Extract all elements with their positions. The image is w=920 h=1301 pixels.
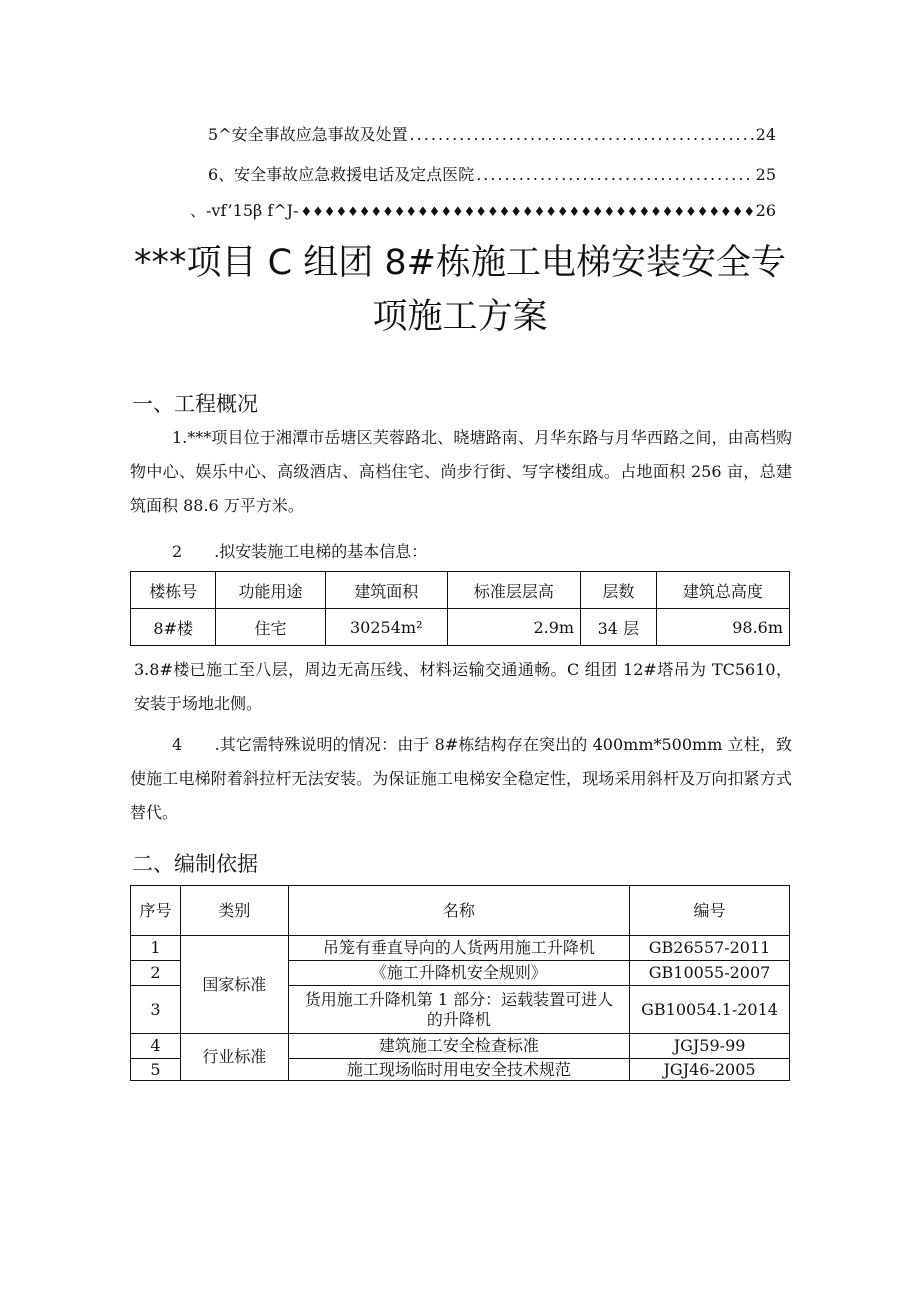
table-header-row: [131, 572, 790, 609]
table-cell: 2: [131, 961, 181, 986]
toc-entry-page: 26: [755, 201, 776, 220]
elevator-info-table: [130, 571, 790, 646]
toc-entry-label: 6、安全事故应急救援电话及定点医院: [208, 165, 475, 184]
table-row: [131, 1034, 790, 1059]
table-cell: GB10054.1-2014: [630, 986, 790, 1034]
toc-entry-label: 5^安全事故应急事故及处置: [208, 125, 408, 144]
table-cell: 《施工升降机安全规则》: [288, 961, 629, 986]
table-cell: 8#楼: [131, 609, 216, 646]
table-cell: 住宅: [216, 609, 325, 646]
table-cell: 3: [131, 986, 181, 1034]
table-header-cell: 功能用途: [216, 572, 325, 609]
table-header-cell: 建筑总高度: [656, 572, 789, 609]
table-row: [131, 936, 790, 961]
table-cell: 2.9m: [447, 609, 580, 646]
toc-entry[interactable]: [190, 198, 776, 221]
toc-entry[interactable]: [208, 122, 776, 145]
table-cell-category: 国家标准: [180, 936, 288, 1034]
table-header-cell: 建筑面积: [325, 572, 447, 609]
paragraph-site-conditions: 3.8#楼已施工至八层，周边无高压线、材料运输交通通畅。C 组团 12#塔吊为 TC5610，安装于场地北侧。: [134, 660, 792, 713]
paragraph-special-notes: 4 .其它需特殊说明的情况：由于 8#栋结构存在突出的 400mm*500mm 立柱，致使施工电梯附着斜拉杆无法安装。为保证施工电梯安全稳定性，现场采用斜杆及万向扣紧方式替代。: [130, 735, 792, 822]
table-cell: JGJ46-2005: [630, 1059, 790, 1081]
table-header-cell: 类别: [180, 886, 288, 936]
toc-leader-dots: [476, 165, 753, 184]
section-heading-overview: 一、工程概况: [132, 392, 258, 416]
table-cell: 4: [131, 1034, 181, 1059]
paragraph-elevator-info-intro: 2 .拟安装施工电梯的基本信息：: [172, 542, 428, 561]
paragraph-project-location: 1.***项目位于湘潭市岳塘区芙蓉路北、晓塘路南、月华东路与月华西路之间，由高档购物中心、娱乐中心、高级酒店、高档住宅、尚步行街、写字楼组成。占地面积 256 亩，总建筑面积 88.6 万平方米。: [130, 428, 792, 515]
section-heading-basis: 二、编制依据: [132, 852, 258, 876]
toc-entry[interactable]: [208, 162, 776, 185]
document-title: [120, 236, 800, 344]
document-title-line2: 项施工方案: [372, 297, 548, 337]
table-cell: JGJ59-99: [630, 1034, 790, 1059]
table-header-cell: 编号: [630, 886, 790, 936]
table-header-cell: 序号: [131, 886, 181, 936]
table-cell-category: 行业标准: [180, 1034, 288, 1081]
table-header-cell: 楼栋号: [131, 572, 216, 609]
table-cell: 1: [131, 936, 181, 961]
table-cell: 吊笼有垂直导向的人货两用施工升降机: [288, 936, 629, 961]
table-cell: 施工现场临时用电安全技术规范: [288, 1059, 629, 1081]
standards-table: [130, 885, 790, 1081]
table-header-cell: 标准层层高: [447, 572, 580, 609]
table-cell: 30254m²: [325, 609, 447, 646]
table-header-row: [131, 886, 790, 936]
toc-leader-dots: [410, 125, 754, 144]
table-cell: GB10055-2007: [630, 961, 790, 986]
table-cell: 34 层: [581, 609, 657, 646]
toc-entry-page: 24: [755, 125, 776, 144]
toc-entry-label: 、-vf’15β f^J-: [190, 201, 299, 220]
table-cell: GB26557-2011: [630, 936, 790, 961]
toc-leader-dots: [300, 205, 753, 220]
table-cell: 98.6m: [656, 609, 789, 646]
table-row: [131, 609, 790, 646]
table-cell: 5: [131, 1059, 181, 1081]
table-header-cell: 名称: [288, 886, 629, 936]
table-header-cell: 层数: [581, 572, 657, 609]
table-cell: 建筑施工安全检查标准: [288, 1034, 629, 1059]
document-title-line1: ***项目 C 组团 8#栋施工电梯安装安全专: [134, 243, 786, 283]
table-cell: 货用施工升降机第 1 部分：运载装置可进人的升降机: [288, 986, 629, 1034]
toc-entry-page: 25: [755, 165, 776, 184]
